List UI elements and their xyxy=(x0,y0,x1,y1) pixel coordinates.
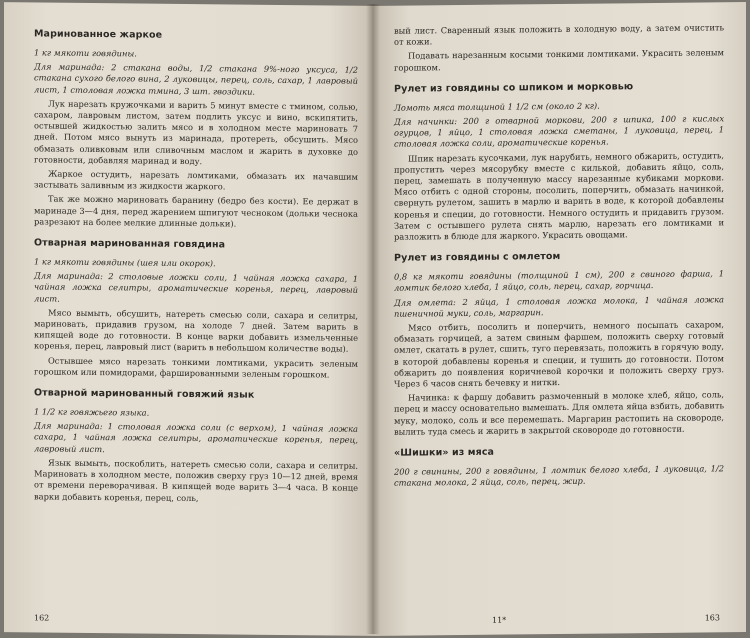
page-number-right: 163 xyxy=(704,613,720,623)
recipe-title: Отварная маринованная говядина xyxy=(34,237,226,251)
signature-marker: 11* xyxy=(492,615,507,625)
recipe-title: Рулет из говядины со шпиком и морковью xyxy=(394,81,634,95)
right-page xyxy=(372,2,746,636)
page-number-left: 162 xyxy=(34,613,50,623)
ingredients-text: Для маринада: 2 стакана воды, 1/2 стакана 9%-ного уксуса, 1/2 стакана сухого белого вина, 2 луковицы, перец, соль, сахар, 1 лавровый лист, 1 столовая ложка тмина, 3 шт. гвоздики. xyxy=(34,61,358,97)
ingredients-text: 1 кг мякоти говядины. xyxy=(34,47,137,59)
instructions-text: Остывшее мясо нарезать тонкими ломтиками, украсить зеленым горошком или помидорами, фаршированными зеленым горошком. xyxy=(34,355,358,380)
left-page xyxy=(4,2,372,636)
instructions-text: Начинка: к фаршу добавить размоченный в молоке хлеб, яйцо, соль, перец и массу основательно вымешать. Для омлета яйца взбить, добавить муку, молоко, соль и все перемешать. Маргарин растопить на сковороде, вылить туда смесь и жарить в закрытой сковороде до готовности. xyxy=(394,389,724,437)
ingredients-text: Для маринада: 2 столовые ложки соли, 1 чайная ложка сахара, 1 чайная ложка селитры, ароматические коренья, перец, лавровый лист. xyxy=(34,270,358,304)
recipe-title: Рулет из говядины с омлетом xyxy=(394,251,561,264)
ingredients-text: 1 кг мякоти говядины (шея или окорок). xyxy=(34,256,216,269)
instructions-text: Мясо вымыть, обсушить, натереть смесью соли, сахара и селитры, мариновать, придавив грузом, на холоде 7 дней. Затем варить в кипящей воде до готовности. В конце варки добавить измельченные коренья, перец, лавровый лист (варить в небольшом количестве воды). xyxy=(34,307,358,355)
ingredients-text: Для начинки: 200 г отварной моркови, 200 г шпика, 100 г кислых огурцов, 1 яйцо, 1 столовая ложка сметаны, 1 луковица, перец, 1 столовая ложка соли, ароматические коренья. xyxy=(394,113,724,150)
recipe-title: Отварной маринованный говяжий язык xyxy=(34,387,255,401)
book-spread xyxy=(4,4,746,634)
recipe-title: «Шишки» из мяса xyxy=(394,446,495,459)
ingredients-text: 0,8 кг мякоти говядины (толщиной 1 см), 200 г свиного фарша, 1 ломтик белого хлеба, 1 яйцо, соль, перец, сахар, горчица. xyxy=(394,268,724,294)
instructions-text: Лук нарезать кружочками и варить 5 минут вместе с тмином, солью, сахаром, лавровым листом, затем подлить уксус и вино, вскипятить, остывшей жидкостью залить мясо и в холодном месте мариновать 7 дней. Потом мясо вынуть из маринада, протереть, обсушить. Мясо обмазать оливковым или сливочным маслом и жарить в духовке до готовности, добавляя маринад и воду. xyxy=(34,98,358,166)
ingredients-text: Для маринада: 1 столовая ложка соли (с верхом), 1 чайная ложка сахара, 1 чайная ложка селитры, ароматические коренья, перец, лавровый лист. xyxy=(34,420,358,454)
ingredients-text: 1 1/2 кг говяжьего языка. xyxy=(34,406,150,418)
recipe-title: Маринованное жаркое xyxy=(34,28,163,41)
instructions-text: Мясо отбить, посолить и поперчить, немного посыпать сахаром, обмазать горчицей, а затем свиным фаршем, положить сверху готовый омлет, скатать в рулет, сшить, туго перевязать, положить в горячую воду, в которой добавлены коренья и специи, и тушить до готовности. Потом обжарить до появления коричневой корочки и положить сверху груз. Через 6 часов снять бечевку и нитки. xyxy=(394,319,724,389)
ingredients-text: Для омлета: 2 яйца, 1 столовая ложка молока, 1 чайная ложка пшеничной муки, соль, маргарин. xyxy=(394,293,724,319)
right-page-content xyxy=(394,22,724,489)
instructions-text: Шпик нарезать кусочками, лук нарубить, немного обжарить, остудить, пропустить через мясорубку вместе с килькой, добавить яйцо, соль, перец, замешать в полученную массу нарезанные кубиками моркови. Мясо отбить с одной стороны, посолить, поперчить, обмазать начинкой, свернуть рулетом, зашить в марлю и варить в воде, к которой добавлены коренья и специи, до готовности. Немного остудить и придавить грузом. Затем с остывшего рулета снять марлю, нарезать его ломтиками и разложить в блюде для жаркого. Украсить овощами. xyxy=(394,149,724,242)
left-page-content xyxy=(34,28,358,505)
ingredients-text: 200 г свинины, 200 г говядины, 1 ломтик белого хлеба, 1 луковица, 1/2 стакана молока, 2 яйца, соль, перец, жир. xyxy=(394,463,724,489)
instructions-text: Жаркое остудить, нарезать ломтиками, обмазать их начавшим застывать заливным из жидкости жаркого. xyxy=(34,168,358,192)
instructions-text: Так же можно мариновать баранину (бедро без кости). Ее держат в маринаде 3—4 дня, перед жарением шпигуют чесноком (дольки чеснока разрезают на более мелкие длинные дольки). xyxy=(34,193,358,229)
continued-text: вый лист. Сваренный язык положить в холодную воду, а затем очистить от кожи. xyxy=(394,22,724,47)
instructions-text: Подавать нарезанным косыми тонкими ломтиками. Украсить зеленым горошком. xyxy=(394,47,724,73)
ingredients-text: Ломоть мяса толщиной 1 1/2 см (около 2 кг). xyxy=(394,100,600,113)
instructions-text: Язык вымыть, поскоблить, натереть смесью соли, сахара и селитры. Мариновать в холодном месте, положив сверху груз 10—12 дней, время от времени переворачивая. В кипящей воде варить 3—4 часа. В конце варки добавить коренья, перец, соль, xyxy=(34,457,358,503)
